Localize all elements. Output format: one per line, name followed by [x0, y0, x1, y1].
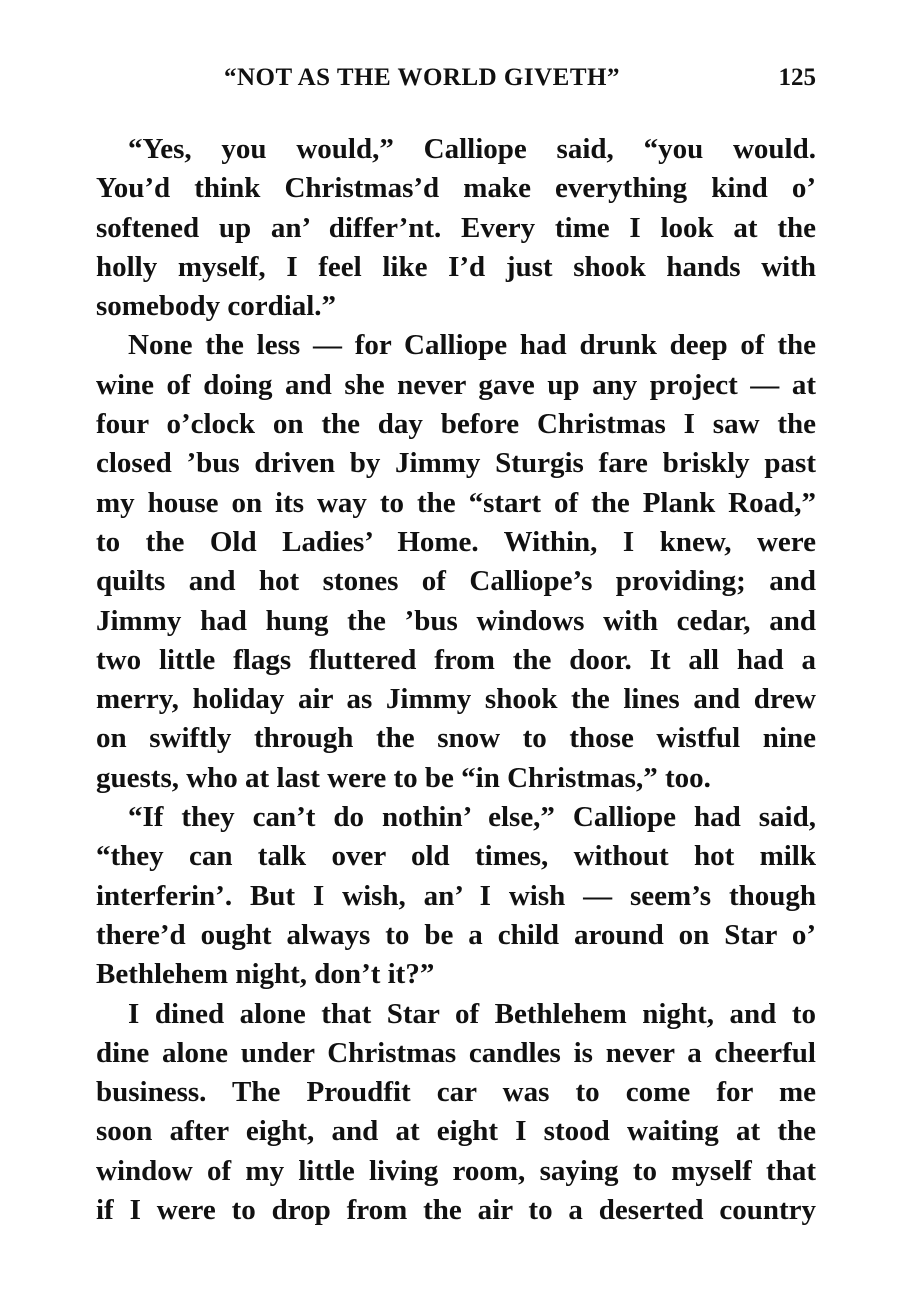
text-line: I dined alone that Star of Bethlehem night, and to: [128, 997, 816, 1030]
text-line: You’d think Christmas’d make everything kind o’: [96, 172, 816, 205]
page-number: 125: [778, 64, 816, 91]
text-line: “Yes, you would,” Calliope said, “you would.: [128, 133, 816, 165]
text-line: there’d ought always to be a child around on Star o’: [96, 918, 816, 951]
text-line: Bethlehem night, don’t it?”: [96, 958, 435, 991]
text-line: “they can talk over old times, without hot milk: [96, 840, 816, 873]
text-line: soon after eight, and at eight I stood waiting at the: [96, 1115, 816, 1148]
page-header: [96, 64, 816, 104]
text-line: window of my little living room, saying to myself that: [96, 1154, 816, 1187]
text-line: two little flags fluttered from the door. It all had a: [96, 643, 816, 676]
text-line: if I were to drop from the air to a deserted country: [96, 1194, 816, 1227]
text-line: interferin’. But I wish, an’ I wish — seem’s though: [96, 879, 816, 912]
text-line: merry, holiday air as Jimmy shook the lines and drew: [96, 683, 816, 716]
text-line: business. The Proudfit car was to come for me: [96, 1076, 816, 1109]
text-line: quilts and hot stones of Calliope’s providing; and: [96, 565, 816, 598]
text-line: None the less — for Calliope had drunk deep of the: [128, 329, 816, 362]
text-line: closed ’bus driven by Jimmy Sturgis fare briskly past: [96, 447, 816, 480]
text-line: Jimmy had hung the ’bus windows with cedar, and: [96, 604, 816, 637]
text-line: somebody cordial.”: [96, 290, 337, 323]
text-line: my house on its way to the “start of the Plank Road,”: [96, 486, 816, 519]
body-text: [96, 130, 816, 1230]
text-line: dine alone under Christmas candles is never a cheerful: [96, 1036, 816, 1069]
running-title: “NOT AS THE WORLD GIVETH”: [224, 64, 620, 91]
text-line: guests, who at last were to be “in Christmas,” too.: [96, 761, 711, 794]
text-line: on swiftly through the snow to those wistful nine: [96, 722, 816, 755]
text-line: four o’clock on the day before Christmas I saw the: [96, 408, 816, 441]
text-line: to the Old Ladies’ Home. Within, I knew, were: [96, 525, 816, 558]
text-line: holly myself, I feel like I’d just shook hands with: [96, 250, 816, 283]
text-line: wine of doing and she never gave up any project — at: [96, 368, 816, 401]
text-line: “If they can’t do nothin’ else,” Calliope had said,: [128, 801, 816, 834]
text-line: softened up an’ differ’nt. Every time I look at the: [96, 211, 816, 244]
